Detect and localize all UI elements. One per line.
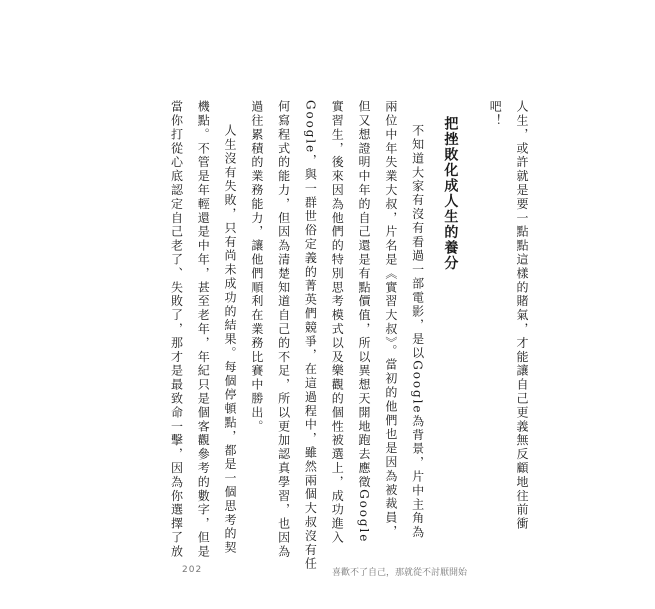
text-line: 當你打從心底認定自己老了、失敗了，那才是最致命一擊，因為你選擇了放	[169, 100, 184, 559]
text-line: 過往累積的業務能力，讓他們順利在業務比賽中勝出。	[249, 100, 264, 434]
blank-line	[463, 100, 481, 520]
text-line: 兩位中年失業大叔，片名是《實習大叔》。當初的他們也是因為被裁員，	[383, 100, 398, 539]
text-line: 實習生，後來因為他們的特別思考模式以及樂觀的個性被選上，成功進入	[330, 100, 345, 545]
text-line: 但又想證明中年的自己還是有點價值，所以異想天開地跑去應徵Google	[357, 100, 372, 544]
text-line: Google，與一群世俗定義的菁英們競爭，在這過程中，雖然兩個大叔沒有任	[303, 100, 318, 572]
running-title: 喜歡不了自己，那就從不討厭開始	[332, 568, 468, 578]
text-line: 人生，或許就是要一點點這樣的賭氣，才能讓自己更義無反顧地往前衝	[515, 100, 529, 531]
section-heading: 把挫敗化成人生的養分	[442, 116, 459, 271]
text-line: 人生沒有失敗，只有尚未成功的結果。每個停頓點，都是一個思考的契	[223, 124, 238, 555]
text-line: 吧！	[488, 100, 503, 128]
page-number: 202	[182, 565, 203, 575]
text-line: 何寫程式的能力，但因為清楚知道自己的不足，所以更加認真學習，也因為	[276, 100, 291, 559]
text-line: 機點。不管是年輕還是中年，甚至老年，年紀只是個客觀參考的數字，但是	[196, 100, 211, 559]
text-line: 不知道大家有沒有看過一部電影，是以Google為背景，片中主角為	[410, 124, 425, 540]
